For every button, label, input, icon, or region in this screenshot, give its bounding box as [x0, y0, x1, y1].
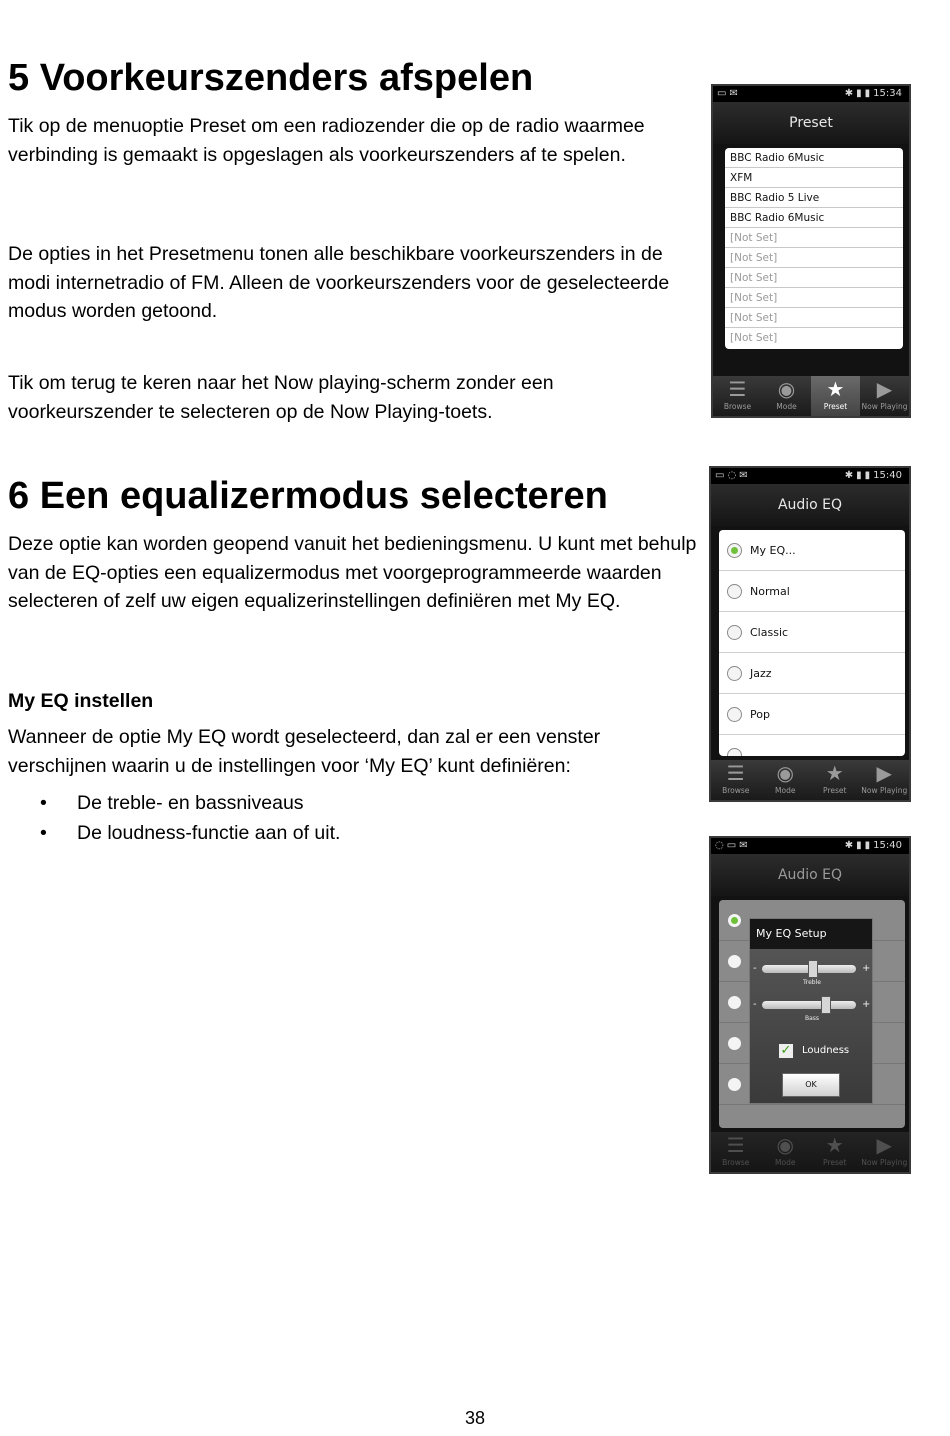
radio-icon [727, 707, 742, 722]
bullet-item: • De treble- en bassniveaus [40, 788, 340, 818]
radio-icon [727, 1036, 742, 1051]
preset-item[interactable]: [Not Set] [725, 308, 903, 328]
nav-preset[interactable]: ★ Preset [811, 376, 860, 416]
section-6-paragraph-1: Deze optie kan worden geopend vanuit het bedieningsmenu. U kunt met behulp van de EQ-opties een equalizermodus met voorgeprogrammeerde waarden selecteren of zelf uw eigen equalizerinstellingen definiëren met My EQ. [8, 533, 697, 612]
loudness-label: Loudness [802, 1045, 850, 1056]
page-number: 38 [464, 1408, 486, 1428]
preset-item[interactable]: [Not Set] [725, 268, 903, 288]
bass-label: Bass [804, 1015, 820, 1022]
star-icon: ★ [825, 1133, 844, 1157]
radio-icon [727, 1077, 742, 1092]
status-bar [711, 838, 909, 854]
bluetooth-icon: ✱ [844, 840, 854, 851]
preset-item[interactable]: [Not Set] [725, 228, 903, 248]
radio-icon [727, 625, 742, 640]
nav-mode[interactable]: ◉ Mode [762, 376, 811, 416]
bluetooth-icon: ✱ [844, 470, 854, 481]
minus-icon: - [753, 999, 757, 1010]
screen-title: Audio EQ [711, 484, 909, 526]
slider-thumb[interactable] [808, 960, 818, 978]
preset-item[interactable]: [Not Set] [725, 288, 903, 308]
battery-icon: ▮ [864, 840, 871, 851]
section-5-paragraph-2: De opties in het Presetmenu tonen alle beschikbare voorkeurszenders in de modi internetradio of FM. Alleen de voorkeurszenders voor de geselecteerde modus worden getoond. [8, 243, 670, 322]
browse-icon: ☰ [726, 1133, 745, 1157]
whatsapp-icon: ◌ [727, 470, 737, 481]
phone-screenshot-audio-eq [709, 466, 911, 802]
radio-selected-icon [727, 913, 742, 928]
section-6-paragraph-2: Wanneer de optie My EQ wordt geselecteerd, dan zal er een venster verschijnen waarin u de instellingen voor ‘My EQ’ kunt definiëren: [8, 726, 601, 777]
preset-item[interactable]: BBC Radio 6Music [725, 148, 903, 168]
section-5-heading: 5 Voorkeurszenders afspelen [8, 57, 534, 99]
nav-now-playing[interactable]: ▶ Now Playing [861, 377, 908, 411]
preset-item[interactable]: XFM [725, 168, 903, 188]
section-6-heading: 6 Een equalizermodus selecteren [8, 475, 608, 517]
checkmark-icon: ✓ [780, 1043, 792, 1058]
signal-icon: ▮ [856, 840, 862, 851]
radio-selected-icon [727, 543, 742, 558]
mode-icon: ◉ [776, 761, 794, 785]
eq-option-pop[interactable]: Pop [719, 694, 905, 735]
eq-option-classic[interactable]: Classic [719, 612, 905, 653]
status-bar [713, 86, 909, 102]
phone-screenshot-my-eq-setup [709, 836, 911, 1174]
image-icon: ▭ [717, 88, 727, 99]
nav-browse[interactable]: ☰ Browse [711, 760, 761, 800]
browse-icon: ☰ [726, 761, 745, 785]
nav-mode[interactable]: ◉ Mode [761, 760, 811, 800]
whatsapp-icon: ◌ [715, 840, 724, 851]
eq-option-jazz[interactable]: Jazz [719, 653, 905, 694]
preset-item[interactable]: [Not Set] [725, 248, 903, 268]
radio-icon [727, 954, 742, 969]
status-time: 15:40 [873, 840, 902, 851]
radio-icon [727, 666, 742, 681]
eq-option-partial[interactable] [719, 735, 905, 756]
browse-icon: ☰ [728, 377, 747, 401]
radio-icon [727, 995, 742, 1010]
treble-slider[interactable] [762, 965, 856, 973]
dialog-title: My EQ Setup [750, 919, 872, 949]
screen-title: Preset [713, 102, 909, 144]
mail-icon: ✉ [739, 840, 748, 851]
preset-item[interactable]: [Not Set] [730, 332, 778, 344]
screen-title: Audio EQ [711, 854, 909, 896]
signal-icon: ▮ [856, 470, 862, 481]
play-icon: ▶ [876, 761, 892, 785]
section-5-paragraph-3: Tik om terug te keren naar het Now playing-scherm zonder een voorkeurszender te selecteren op de Now Playing-toets. [8, 372, 554, 423]
image-icon: ▭ [726, 840, 737, 851]
nav-browse[interactable]: ☰ Browse [713, 376, 762, 416]
eq-options-list [719, 530, 905, 756]
bluetooth-icon: ✱ [844, 88, 854, 99]
ok-button[interactable]: OK [782, 1073, 840, 1097]
mode-icon: ◉ [776, 1133, 794, 1157]
radio-icon [727, 584, 742, 599]
plus-icon: + [862, 999, 871, 1010]
phone-screenshot-preset [711, 84, 911, 418]
nav-now-playing[interactable]: ▶ Now Playing [861, 1133, 908, 1167]
bottom-navigation [713, 376, 909, 416]
nav-now-playing[interactable]: ▶ Now Playing [861, 761, 908, 795]
image-icon: ▭ [715, 470, 725, 481]
nav-browse[interactable]: ☰ Browse [711, 1132, 761, 1172]
nav-mode[interactable]: ◉ Mode [761, 1132, 811, 1172]
treble-label: Treble [803, 979, 821, 986]
bottom-navigation [711, 760, 909, 800]
mode-icon: ◉ [777, 377, 796, 401]
eq-option-my-eq[interactable]: My EQ... [719, 530, 905, 571]
radio-icon [727, 748, 742, 756]
nav-preset[interactable]: ★ Preset [810, 760, 860, 800]
loudness-checkbox[interactable] [778, 1043, 794, 1059]
bass-slider[interactable] [762, 1001, 856, 1009]
battery-icon: ▮ [864, 470, 871, 481]
mail-icon: ✉ [739, 470, 748, 481]
nav-preset[interactable]: ★ Preset [810, 1132, 860, 1172]
star-icon: ★ [825, 761, 844, 785]
preset-item[interactable]: BBC Radio 5 Live [725, 188, 903, 208]
status-time: 15:40 [873, 470, 902, 481]
preset-list [725, 148, 903, 349]
settings-bullet-list [40, 788, 340, 848]
my-eq-setup-dialog [749, 918, 873, 1104]
plus-icon: + [862, 963, 871, 974]
status-bar [711, 468, 909, 484]
preset-item[interactable]: BBC Radio 6Music [725, 208, 903, 228]
my-eq-subheading: My EQ instellen [8, 690, 154, 712]
bullet-item: • De loudness-functie aan of uit. [40, 818, 340, 848]
section-5-paragraph-1: Tik op de menuoptie Preset om een radiozender die op de radio waarmee verbinding is gemaakt is opgeslagen als voorkeurszenders af te spelen. [8, 115, 645, 166]
slider-thumb[interactable] [821, 996, 831, 1014]
eq-option-normal[interactable]: Normal [719, 571, 905, 612]
play-icon: ▶ [876, 1133, 892, 1157]
mail-icon: ✉ [729, 88, 738, 99]
battery-icon: ▮ [864, 88, 871, 99]
minus-icon: - [753, 963, 757, 974]
status-time: 15:34 [873, 88, 902, 99]
star-icon: ★ [826, 377, 845, 401]
play-icon: ▶ [876, 377, 893, 401]
bottom-navigation [711, 1132, 909, 1172]
signal-icon: ▮ [856, 88, 862, 99]
